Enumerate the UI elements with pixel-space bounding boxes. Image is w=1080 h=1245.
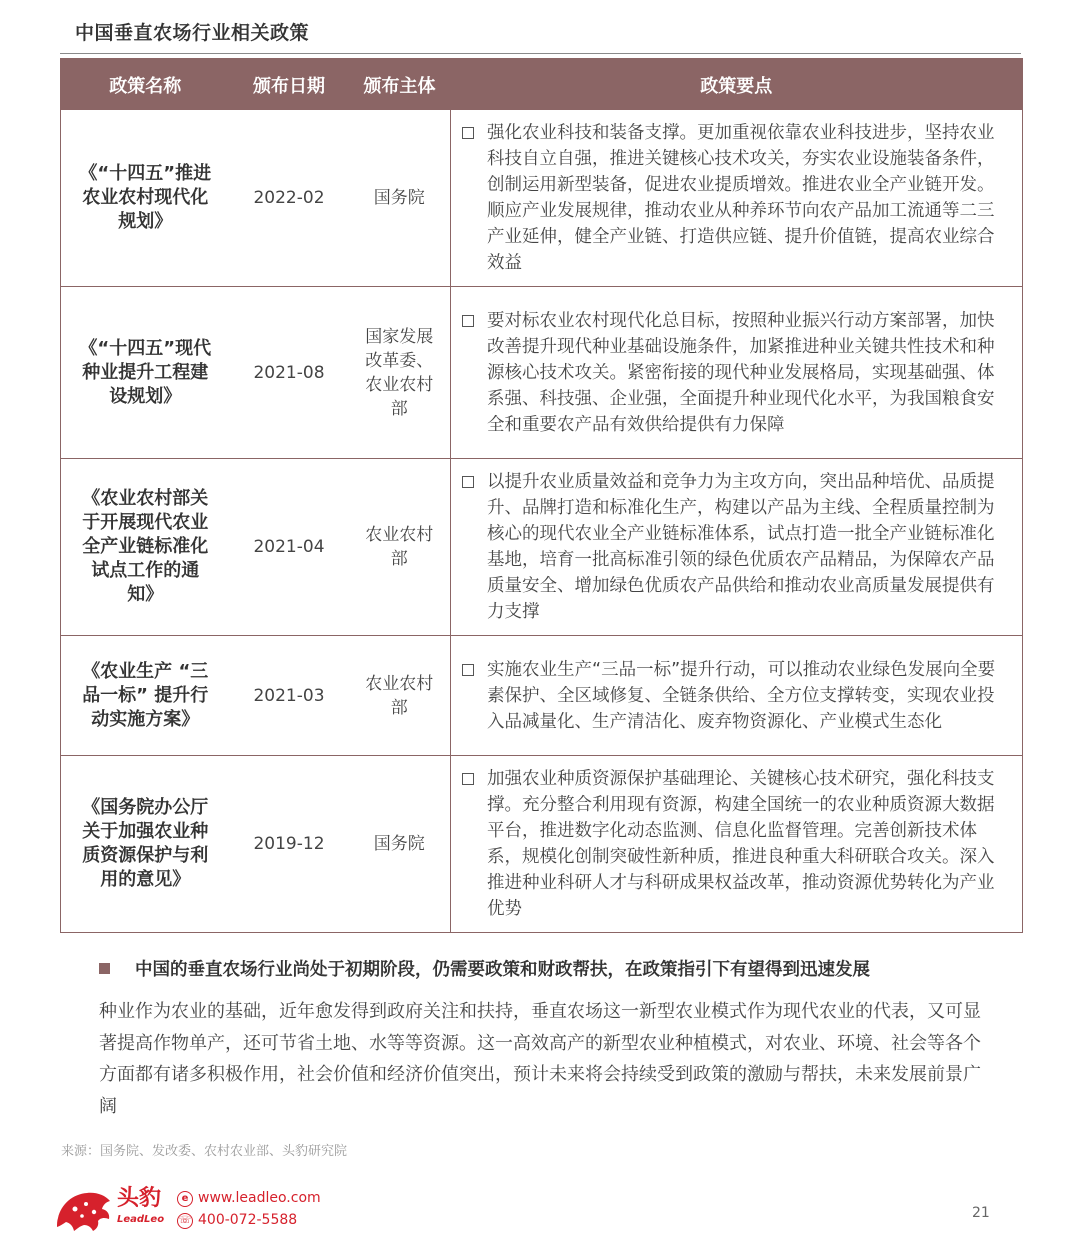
leopard-logo-icon — [55, 1188, 113, 1232]
policy-table — [60, 58, 1023, 933]
policy-issuer: 国务院 — [349, 756, 451, 933]
checkbox-bullet-icon — [462, 773, 474, 785]
policy-issuer: 农业农村部 — [349, 459, 451, 636]
brand-subtitle: LeadLeo — [117, 1214, 165, 1225]
header-key-points: 政策要点 — [451, 59, 1023, 111]
website-icon: e — [177, 1191, 193, 1207]
policy-points: 强化农业科技和装备支撑。更加重视依靠农业科技进步，坚持农业科技自立自强，推进关键核心技术攻关，夯实农业设施装备条件，创制运用新型装备，促进农业提质增效。推进农业全产业链开发。顺应产业发展规律，推动农业从种养环节向农产品加工流通等二三产业延伸，健全产业链、打造供应链、提升价值链，提高农业综合效益 — [487, 123, 995, 273]
policy-name: 《农业农村部关于开展现代农业全产业链标准化试点工作的通知》 — [61, 459, 230, 636]
header-date: 颁布日期 — [230, 59, 349, 111]
policy-issuer: 国务院 — [349, 110, 451, 287]
policy-date: 2022-02 — [230, 110, 349, 287]
body-paragraph: 种业作为农业的基础，近年愈发得到政府关注和扶持，垂直农场这一新型农业模式作为现代农业的代表，又可显著提高作物单产，还可节省土地、水等等资源。这一高效高产的新型农业种植模式，对农业、环境、社会等各个方面都有诸多积极作用，社会价值和经济价值突出，预计未来将会持续受到政策的激励与帮扶，未来发展前景广阔 — [99, 1001, 981, 1117]
policy-name: 《国务院办公厅关于加强农业种质资源保护与利用的意见》 — [61, 756, 230, 933]
table-row — [61, 287, 1023, 459]
checkbox-bullet-icon — [462, 315, 474, 327]
policy-issuer: 农业农村部 — [349, 636, 451, 756]
checkbox-bullet-icon — [462, 127, 474, 139]
policy-issuer: 国家发展改革委、农业农村部 — [349, 287, 451, 459]
policy-date: 2021-04 — [230, 459, 349, 636]
table-row — [61, 636, 1023, 756]
table-row — [61, 110, 1023, 287]
policy-name: 《农业生产 “三品一标” 提升行动实施方案》 — [61, 636, 230, 756]
policy-points-cell — [451, 110, 1023, 287]
policy-points: 以提升农业质量效益和竞争力为主攻方向，突出品种培优、品质提升、品牌打造和标准化生产，构建以产品为主线、全程质量控制为核心的现代农业全产业链标准体系，试点打造一批全产业链标准化基地，培育一批高标准引领的绿色优质农产品精品，为保障农产品质量安全、增加绿色优质农产品供给和推动农业高质量发展提供有力支撑 — [487, 472, 995, 622]
checkbox-bullet-icon — [462, 664, 474, 676]
page-number: 21 — [972, 1205, 990, 1221]
brand-name: 头豹 — [117, 1186, 162, 1211]
policy-date: 2021-03 — [230, 636, 349, 756]
policy-points-cell — [451, 287, 1023, 459]
table-row — [61, 756, 1023, 933]
website-link[interactable]: www.leadleo.com — [198, 1190, 321, 1206]
policy-points: 加强农业种质资源保护基础理论、关键核心技术研究，强化科技支撑。充分整合利用现有资源，构建全国统一的农业种质资源大数据平台，推进数字化动态监测、信息化监督管理。完善创新技术体系，规模化创制突破性新种质，推进良种重大科研联合攻关。深入推进种业科研人才与科研成果权益改革，推动资源优势转化为产业优势 — [487, 769, 995, 919]
header-policy-name: 政策名称 — [61, 59, 230, 111]
phone-icon: ☏ — [177, 1213, 193, 1229]
policy-date: 2021-08 — [230, 287, 349, 459]
section-title: 中国垂直农场行业相关政策 — [75, 22, 310, 44]
key-finding-text: 中国的垂直农场行业尚处于初期阶段，仍需要政策和财政帮扶，在政策指引下有望得到迅速发展 — [135, 960, 870, 980]
title-divider — [60, 53, 1021, 54]
header-issuer: 颁布主体 — [349, 59, 451, 111]
policy-points: 实施农业生产“三品一标”提升行动，可以推动农业绿色发展向全要素保护、全区域修复、全链条供给、全方位支撑转变，实现农业投入品减量化、生产清洁化、废弃物资源化、产业模式生态化 — [487, 659, 996, 732]
policy-date: 2019-12 — [230, 756, 349, 933]
source-note: 来源：国务院、发改委、农村农业部、头豹研究院 — [61, 1144, 348, 1159]
policy-points-cell — [451, 756, 1023, 933]
checkbox-bullet-icon — [462, 476, 474, 488]
phone-number: 400-072-5588 — [198, 1212, 298, 1228]
square-bullet-icon — [99, 963, 110, 974]
table-header-row — [61, 59, 1023, 111]
policy-points-cell — [451, 459, 1023, 636]
key-finding — [99, 956, 870, 981]
table-row — [61, 459, 1023, 636]
policy-name: 《“十四五”现代种业提升工程建设规划》 — [61, 287, 230, 459]
policy-name: 《“十四五”推进农业农村现代化规划》 — [61, 110, 230, 287]
policy-points-cell — [451, 636, 1023, 756]
policy-points: 要对标农业农村现代化总目标，按照种业振兴行动方案部署，加快改善提升现代种业基础设施条件，加紧推进种业关键共性技术和种源核心技术攻关。紧密衔接的现代种业发展格局，实现基础强、体系强、科技强、企业强，全面提升种业现代化水平，为我国粮食安全和重要农产品有效供给提供有力保障 — [487, 310, 995, 435]
